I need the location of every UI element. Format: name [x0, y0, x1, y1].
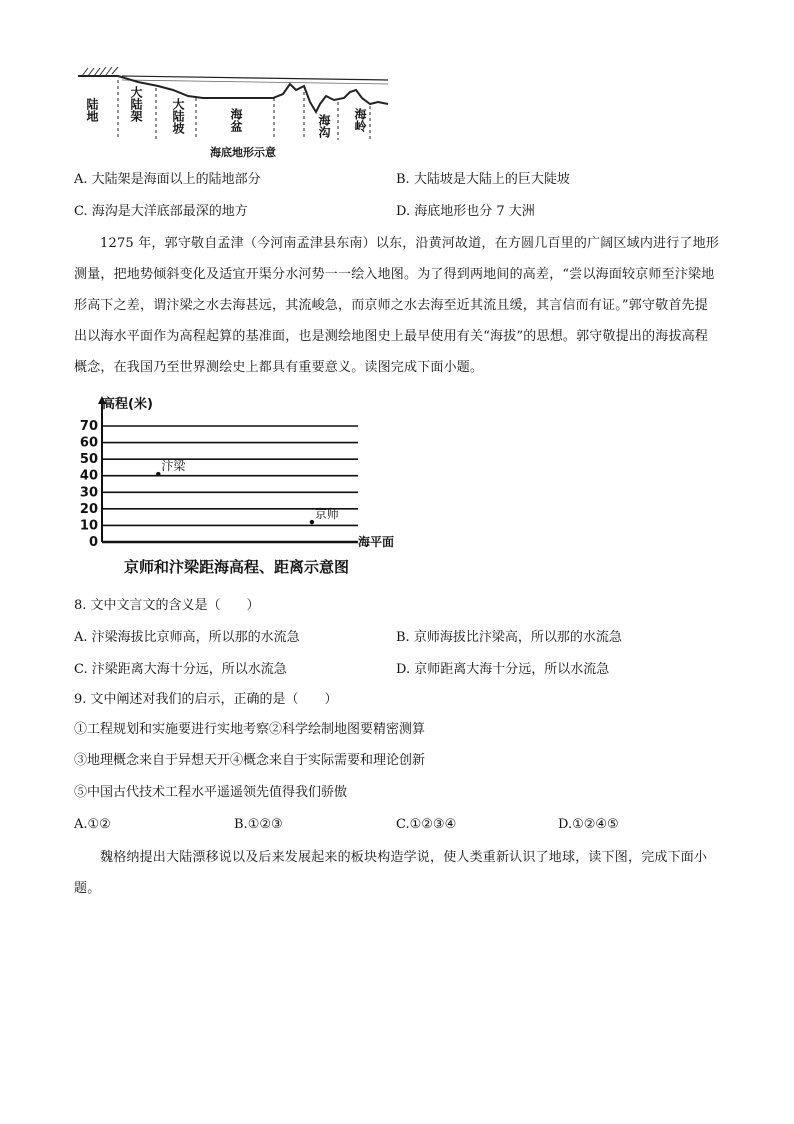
- seabed-caption: 海底地形示意: [210, 146, 276, 159]
- seabed-option-a: A. 大陆架是海面以上的陆地部分: [74, 172, 261, 187]
- q9-statement-3: ⑤中国古代技术工程水平遥遥领先值得我们骄傲: [74, 785, 348, 800]
- label-trench: 海沟: [317, 114, 331, 138]
- chart-y-tick-label: 20: [79, 501, 98, 517]
- chart-y-tick-label: 70: [79, 419, 98, 434]
- seabed-option-b: B. 大陆坡是大陆上的巨大陡坡: [396, 172, 570, 187]
- chart-point-label: 京师: [314, 507, 339, 522]
- q9-statement-1: ①工程规划和实施要进行实地考察②科学绘制地图要精密测算: [74, 722, 426, 737]
- zone-dividers: [118, 80, 370, 140]
- chart-xlabel: 海平面: [358, 535, 395, 549]
- label-land: 陆地: [85, 98, 99, 122]
- label-continental-shelf: 大陆架: [129, 86, 143, 122]
- label-ridge: 海岭: [353, 108, 367, 132]
- chart-y-tick-label: 10: [79, 518, 98, 534]
- q9-option-b: B.①②③: [234, 817, 283, 832]
- chart-y-tick-label: 50: [79, 452, 98, 468]
- seabed-option-c: C. 海沟是大洋底部最深的地方: [74, 204, 248, 219]
- chart-y-tick-label: 30: [79, 485, 98, 501]
- q9-statement-2: ③地理概念来自于异想天开④概念来自于实际需要和理论创新: [74, 753, 426, 768]
- sea-surface: [122, 76, 388, 80]
- closing-paragraph: 魏格纳提出大陆漂移说以及后来发展起来的板块构造学说，使人类重新认识了地球，读下图，完成下面小题。: [74, 850, 708, 896]
- elevation-chart: [76, 392, 416, 582]
- q9-option-c: C.①②③④: [396, 817, 457, 832]
- seabed-terrain-diagram: [78, 62, 398, 162]
- chart-ylabel: 高程(米): [102, 397, 153, 412]
- q9-stem: 9. 文中阐述对我们的启示，正确的是（ ）: [74, 692, 338, 707]
- q8-option-c: C. 汴梁距离大海十分远，所以水流急: [74, 662, 287, 677]
- seabed-option-d: D. 海底地形也分 7 大洲: [396, 204, 535, 219]
- chart-y-tick-label: 60: [79, 435, 98, 451]
- chart-y-tick-label: 0: [88, 535, 98, 550]
- label-ocean-basin: 海盆: [229, 108, 243, 132]
- chart-points: [156, 458, 339, 524]
- passage-guo-shoujing: 1275 年，郭守敬自孟津（今河南孟津县东南）以东，沿黄河故道，在方圆几百里的广阔区域内进行了地形测量，把地势倾斜变化及适宜开渠分水河势一一绘入地图。为了得到两地间的高差，“尝以海面较京师至汴梁地形高下之差，谓汴梁之水去海甚远，其流峻急，而京师之水去海至近其流且缓，其言信而有证。”郭守敬首先提出以海水平面作为高程起算的基准面，也是测绘地图史上最早使用有关“海拔”的思想。郭守敬提出的海拔高程概念，在我国乃至世界测绘史上都具有重要意义。读图完成下面小题。: [74, 236, 720, 375]
- chart-y-tick-label: 40: [79, 468, 98, 484]
- land-hatch: [82, 67, 118, 76]
- q8-option-a: A. 汴梁海拔比京师高，所以那的水流急: [74, 630, 300, 645]
- chart-y-ticks: [80, 419, 98, 550]
- chart-point: [156, 472, 160, 476]
- q8-option-b: B. 京师海拔比汴梁高，所以那的水流急: [396, 630, 622, 645]
- chart-point-label: 汴梁: [161, 459, 186, 474]
- chart-point: [310, 520, 314, 524]
- sea-surface-2: [122, 80, 388, 84]
- q9-option-d: D.①②④⑤: [558, 817, 619, 832]
- q9-option-a: A.①②: [74, 817, 111, 832]
- label-continental-slope: 大陆坡: [171, 98, 185, 134]
- chart-title: 京师和汴梁距海高程、距离示意图: [124, 558, 350, 576]
- q8-stem: 8. 文中文言文的含义是（ ）: [74, 598, 260, 613]
- q8-option-d: D. 京师距离大海十分远，所以水流急: [396, 662, 610, 677]
